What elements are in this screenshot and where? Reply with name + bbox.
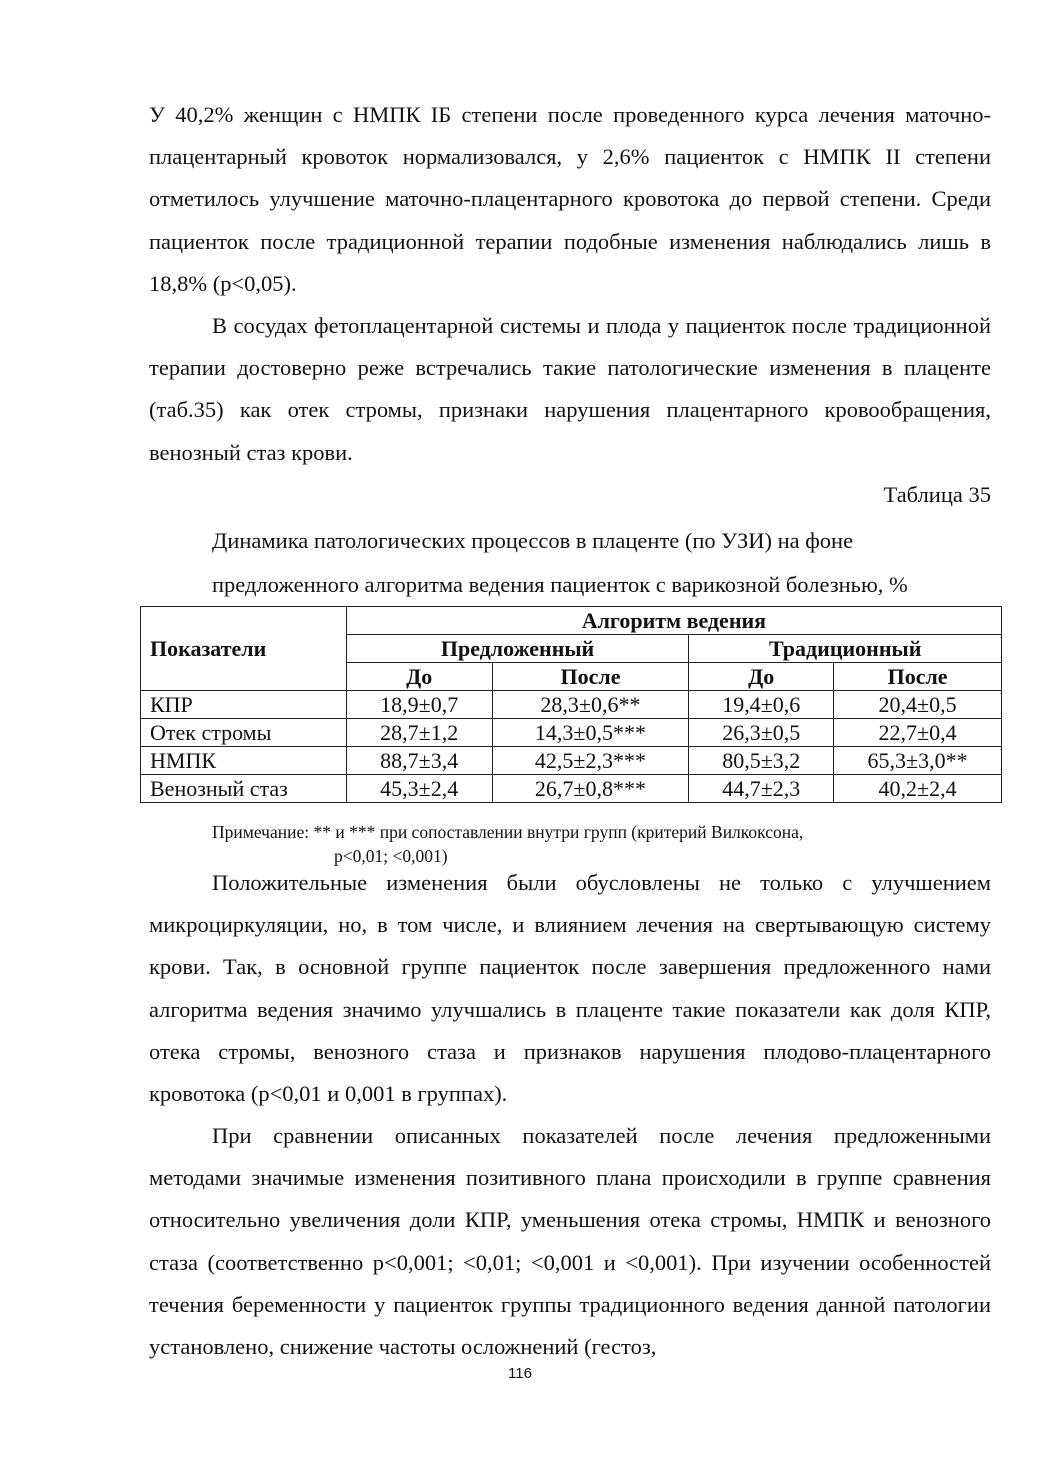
table-cell: 65,3±3,0**	[834, 747, 1002, 775]
table-note	[212, 820, 972, 868]
table-cell: 28,7±1,2	[346, 719, 492, 747]
table-cell: 42,5±2,3***	[492, 747, 689, 775]
table-cell: 44,7±2,3	[689, 775, 834, 803]
table-row	[141, 719, 1002, 747]
subgroup-header-proposed: Предложенный	[346, 635, 689, 663]
paragraph-1: У 40,2% женщин с НМПК IБ степени после проведенного курса лечения маточно-плацентарный кровоток нормализовался, у 2,6% пациенток с НМПК II степени отметилось улучшение маточно-плацентарного кровотока до первой степени. Среди пациенток после традиционной терапии подобные изменения наблюдались лишь в 18,8% (p<0,05).	[149, 102, 991, 296]
column-header: После	[492, 663, 689, 691]
table-cell: 88,7±3,4	[346, 747, 492, 775]
table-cell: 28,3±0,6**	[492, 691, 689, 719]
table-row	[141, 691, 1002, 719]
table-cell: 80,5±3,2	[689, 747, 834, 775]
table-cell: 40,2±2,4	[834, 775, 1002, 803]
table-cell: 18,9±0,7	[346, 691, 492, 719]
table-cell: 22,7±0,4	[834, 719, 1002, 747]
table-cell: 26,3±0,5	[689, 719, 834, 747]
table-header-row	[141, 607, 1002, 635]
row-label: КПР	[141, 691, 347, 719]
subgroup-header-traditional: Традиционный	[689, 635, 1002, 663]
table-cell: 20,4±0,5	[834, 691, 1002, 719]
table-cell: 14,3±0,5***	[492, 719, 689, 747]
table-row	[141, 747, 1002, 775]
column-header: До	[689, 663, 834, 691]
row-label: Отек стромы	[141, 719, 347, 747]
column-header: До	[346, 663, 492, 691]
row-header-cell: Показатели	[141, 607, 347, 691]
column-header: После	[834, 663, 1002, 691]
table-note-line-1: Примечание: ** и *** при сопоставлении внутри групп (критерий Вилкоксона,	[212, 822, 804, 842]
paragraph-4: При сравнении описанных показателей после лечения предложенными методами значимые изменения позитивного плана происходили в группе сравнения относительно увеличения доли КПР, уменьшения отека стромы, НМПК и венозного стаза (соответственно p<0,001; <0,01; <0,001 и <0,001). При изучении особенностей течения беременности у пациенток группы традиционного ведения данной патологии установлено, снижение частоты осложнений (гестоз,	[149, 1123, 991, 1360]
table-cell: 45,3±2,4	[346, 775, 492, 803]
table-cell: 26,7±0,8***	[492, 775, 689, 803]
table-label: Таблица 35	[883, 482, 991, 507]
data-table	[140, 606, 1002, 803]
table-cell: 19,4±0,6	[689, 691, 834, 719]
group-header-cell: Алгоритм ведения	[346, 607, 1001, 635]
paragraph-3: Положительные изменения были обусловлены не только с улучшением микроциркуляции, но, в том числе, и влиянием лечения на свертывающую систему крови. Так, в основной группе пациенток после завершения предложенного нами алгоритма ведения значимо улучшались в плаценте такие показатели как доля КПР, отека стромы, венозного стаза и признаков нарушения плодово-плацентарного кровотока (p<0,01 и 0,001 в группах).	[149, 870, 991, 1107]
table-caption: Динамика патологических процессов в плаценте (по УЗИ) на фоне предложенного алгоритма ведения пациенток с варикозной болезнью, %	[212, 528, 908, 597]
paragraph-2: В сосудах фетоплацентарной системы и плода у пациенток после традиционной терапии достоверно реже встречались такие патологические изменения в плаценте (таб.35) как отек стромы, признаки нарушения плацентарного кровообращения, венозный стаз крови.	[149, 313, 991, 465]
table-row	[141, 775, 1002, 803]
row-label: НМПК	[141, 747, 347, 775]
page-number: 116	[508, 1365, 532, 1382]
table-note-line-2: p<0,01; <0,001)	[334, 846, 448, 866]
row-label: Венозный стаз	[141, 775, 347, 803]
